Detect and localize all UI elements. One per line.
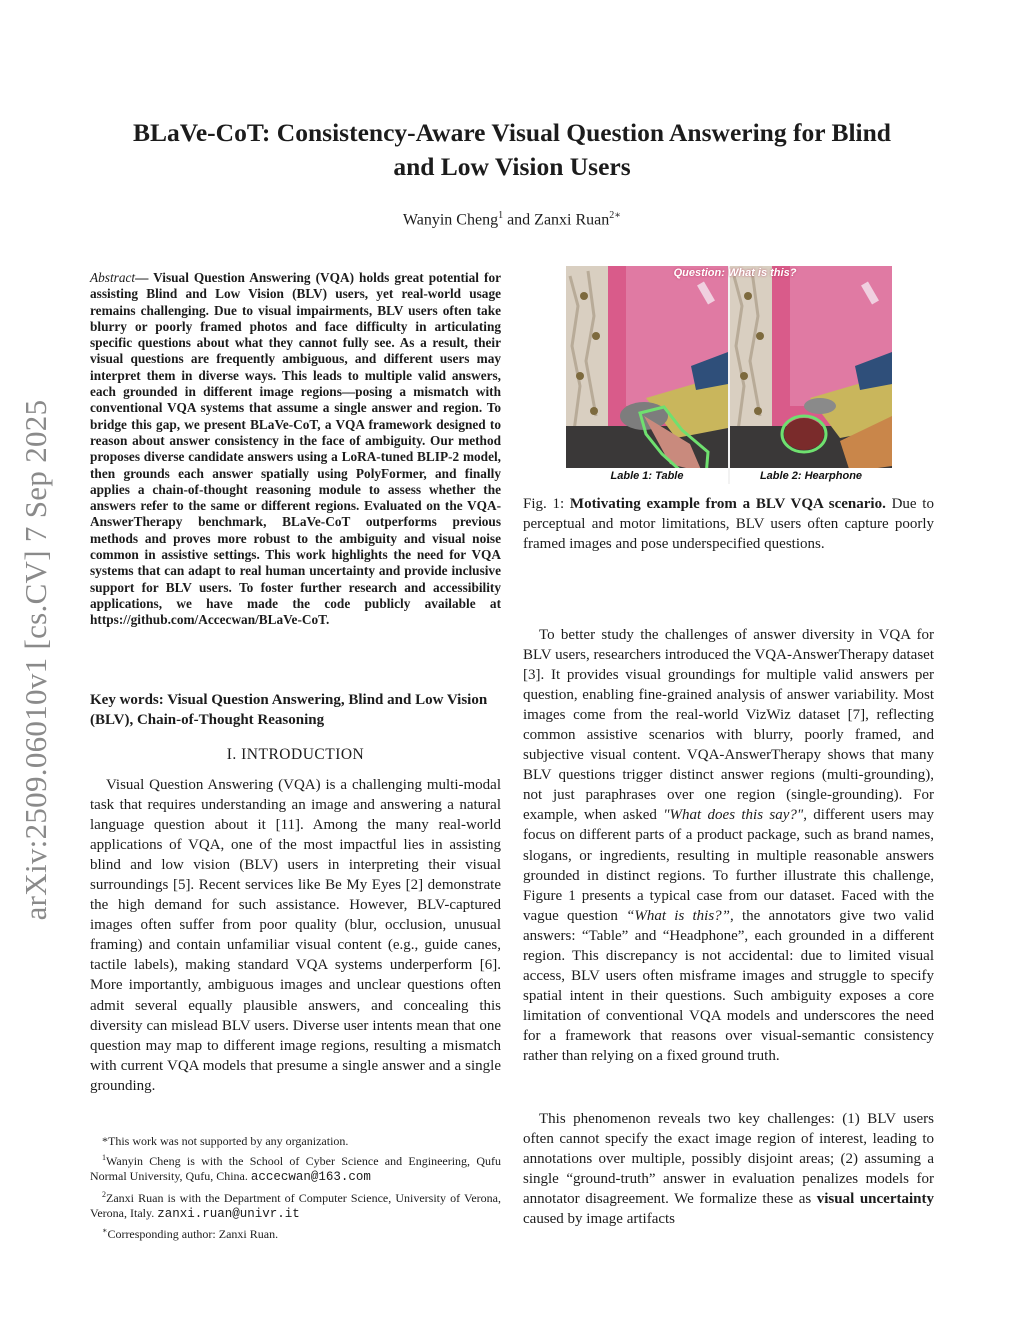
author-1: Wanyin Cheng [402,211,499,229]
keywords: Key words: Visual Question Answering, Blind and Low Vision (BLV), Chain-of-Thought Reasoning [90,692,488,728]
author-1-affiliation: 1 [498,210,504,221]
right-p1-text-1: To better study the challenges of answer diversity in VQA for BLV users, researchers introduced the VQA-AnswerTherapy dataset [3]. It provides visual groundings for multiple valid answers per question, enabling fine-grained analysis of answer variability. Most images come from the real-world VizWiz dataset [7], reflecting common assistive scenarios with blurry, poorly framed, and subjective visual content. VQA-AnswerTherapy shows that many BLV questions trigger distinct answer regions (multi-grounding), not just paraphrases over one region (single-grounding). For example, when asked [523,627,934,824]
footnote-1-email: accecwan@163.com [250,1170,371,1185]
footnote-2-text: Zanxi Ruan is with the Department of Computer Science, University of Verona, Verona, Italy. [90,1190,501,1220]
caption-rest: Due to perceptual and motor limitations, BLV users often capture poorly framed images and pose underspecified questions. [523,496,934,553]
photo-headphone-scene [730,266,892,484]
paper-title [90,116,934,184]
author-conjunction: and [503,211,535,229]
footnotes [90,1134,501,1243]
arxiv-identifier-text: arXiv:2509.06010v1 [cs.CV] 7 Sep 2025 [18,399,53,921]
right-p1-text-2: , different users may focus on different parts of a product package, such as brand names, slogans, or ingredients, resulting in multiple reasonable answers grounded in distinct regions. To further illustrate this challenge, Figure 1 presents a typical case from our dataset. Faced with the vague question [523,807,934,924]
paper-title-line2: and Low Vision Users [393,152,631,181]
author-2-affiliation: 2∗ [609,210,622,221]
abstract-text: — Visual Question Answering (VQA) holds great potential for assisting Blind and Low Vision (BLV) users, yet real-world usage remains challenging. Due to visual impairments, BLV users often take blurry or poorly framed photos and face difficulty in articulating specific questions about what they cannot fully see. As a result, their visual questions are frequently ambiguous, and different users may interpret them in diverse ways. This leads to multiple valid answers, each grounded in different image regions—posing a mismatch with conventional VQA systems that assume a single answer and region. To bridge this gap, we present BLaVe-CoT, a VQA framework designed to reason about answer consistency in the face of ambiguity. Our method proposes diverse candidate answers using a LoRA-tuned BLIP-2 model, then grounds each answer spatially using PolyFormer, and finally applies a chain-of-thought reasoning module to assess whether the answers refer to the same or different regions. Evaluated on the VQA-AnswerTherapy benchmark, BLaVe-CoT outperforms previous methods and proves more robust to the ambiguity and visual noise common in assistive settings. This work highlights the need for VQA systems that can adapt to real human uncertainty and provide inclusive support for BLV users. To foster further research and accessibility applications, we have made the code publicly available at https://github.com/Accecwan/BLaVe-CoT. [90,270,501,628]
right-p2-text-2: caused by image artifacts [523,1211,676,1228]
right-p1-quote-2: “What is this?” [626,907,731,924]
footnote-funding: *This work was not supported by any organization. [102,1134,349,1148]
figure-panel-table [566,266,728,484]
right-p1-quote-1: "What does this say?" [663,807,804,824]
right-paragraph-2 [523,1109,934,1229]
abstract [90,270,501,629]
footnote-affiliation-2 [90,1187,501,1222]
figure-label-2: Lable 2: Hearphone [730,468,892,484]
right-paragraph-1 [523,625,934,1066]
section-heading-introduction: I. INTRODUCTION [226,746,365,763]
figure-label-1: Lable 1: Table [566,468,728,484]
figure-panel-headphone [730,266,892,484]
right-p1-text-3: , the annotators give two valid answers: “Table” and “Headphone”, each grounded in a different region. This discrepancy is not accidental: due to limited visual access, BLV users often misframe images and struggle to specify spatial intent in their questions. Such ambiguity exposes a core limitation of conventional VQA models and underscores the need for a framework that reasons over visual-semantic consistency rather than relying on a fixed ground truth. [523,907,934,1064]
footnote-2-mark: 2 [102,1189,106,1199]
author-2: Zanxi Ruan [534,211,610,229]
caption-prefix: Fig. 1: [523,496,570,512]
figure-caption [523,494,934,554]
footnote-1-mark: 1 [102,1153,106,1163]
right-p2-text-1: This phenomenon reveals two key challenges: (1) BLV users often cannot specify the exact image region of interest, leading to annotations over multiple, possibly disjoint areas; (2) assuming a single “ground-truth” answer in evaluation penalizes models for annotator disagreement. We formalize these as [523,1111,934,1208]
figure-1 [566,266,892,484]
footnote-1-text: Wanyin Cheng is with the School of Cyber Science and Engineering, Qufu Normal University, Qufu, China. [90,1154,501,1184]
figure-question: Question: What is this? [673,267,797,279]
paper-title-line1: BLaVe-CoT: Consistency-Aware Visual Question Answering for Blind [133,118,891,147]
footnote-affiliation-1 [90,1150,501,1185]
abstract-lead: Abstract [90,270,136,285]
footnote-3-mark: ∗ [102,1226,108,1236]
right-p2-bold: visual uncertainty [816,1191,934,1208]
intro-paragraph: Visual Question Answering (VQA) is a challenging multi-modal task that requires understanding an image and answering a natural language question about it [11]. Among the many real-world applications of VQA, one of the most impactful lies in assisting blind and low vision (BLV) users in interpreting their visual surroundings [5]. Recent services like Be My Eyes [2] demonstrate the high demand for such assistance. However, BLV-captured images often suffer from poor quality (blur, occlusion, unusual framing) and contain unfamiliar visual content (e.g., guide canes, tactile labels), making standard VQA systems underperform [6]. More importantly, ambiguous images and unclear questions often admit several equally plausible answers, and concealing this diversity can mislead BLV users. Diverse user intents mean that one question may map to different image regions, resulting a mismatch with current VQA models that presume a single answer and a single grounding. [90,777,501,1094]
footnote-corresponding [90,1223,501,1242]
photo-table-scene [566,266,728,484]
author-line [90,210,934,229]
caption-bold: Motivating example from a BLV VQA scenario. [569,496,886,512]
footnote-2-email: zanxi.ruan@univr.it [157,1206,300,1221]
footnote-3-text: Corresponding author: Zanxi Ruan. [107,1227,279,1242]
